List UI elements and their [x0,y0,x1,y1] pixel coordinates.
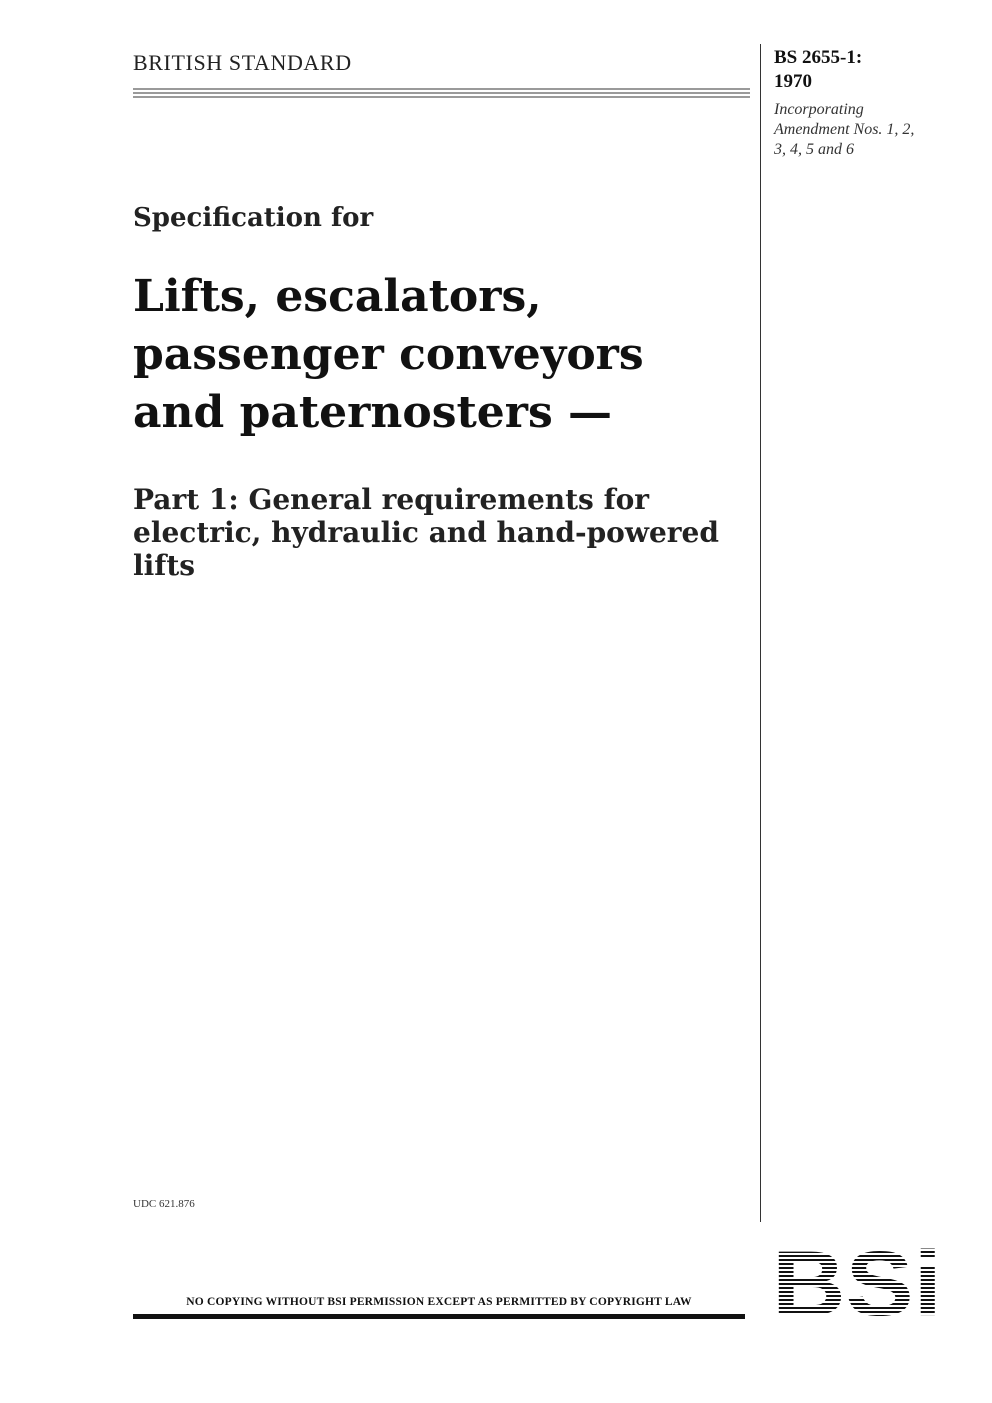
title-line2: passenger conveyors [133,329,644,380]
standard-number-line2: 1970 [774,71,812,92]
copyright-notice: NO COPYING WITHOUT BSI PERMISSION EXCEPT AS PERMITTED BY COPYRIGHT LAW [186,1296,692,1308]
amendment-line3: 3, 4, 5 and 6 [774,141,854,158]
part-line1: Part 1: General requirements for [133,483,650,516]
series-label: BRITISH STANDARD [133,50,352,75]
column-divider [760,44,761,1222]
standard-number [774,46,964,94]
footer-rule [133,1314,745,1319]
amendment-line2: Amendment Nos. 1, 2, [774,121,915,138]
spec-for-heading: Specification for [133,203,374,233]
part-subtitle [133,483,753,582]
header-rule [133,88,750,102]
part-line2: electric, hydraulic and hand-powered [133,516,719,549]
bsi-logo [770,1243,945,1321]
title-line3: and paternosters — [133,387,613,438]
title-line1: Lifts, escalators, [133,271,542,322]
udc-code: UDC 621.876 [133,1198,195,1210]
amendment-note [774,100,964,160]
bsi-logo-text: BSi [772,1243,942,1321]
document-title [133,268,753,442]
part-line3: lifts [133,549,196,582]
standard-number-line1: BS 2655-1: [774,47,863,68]
amendment-line1: Incorporating [774,101,864,118]
bsi-logo-graphic [770,1243,945,1321]
